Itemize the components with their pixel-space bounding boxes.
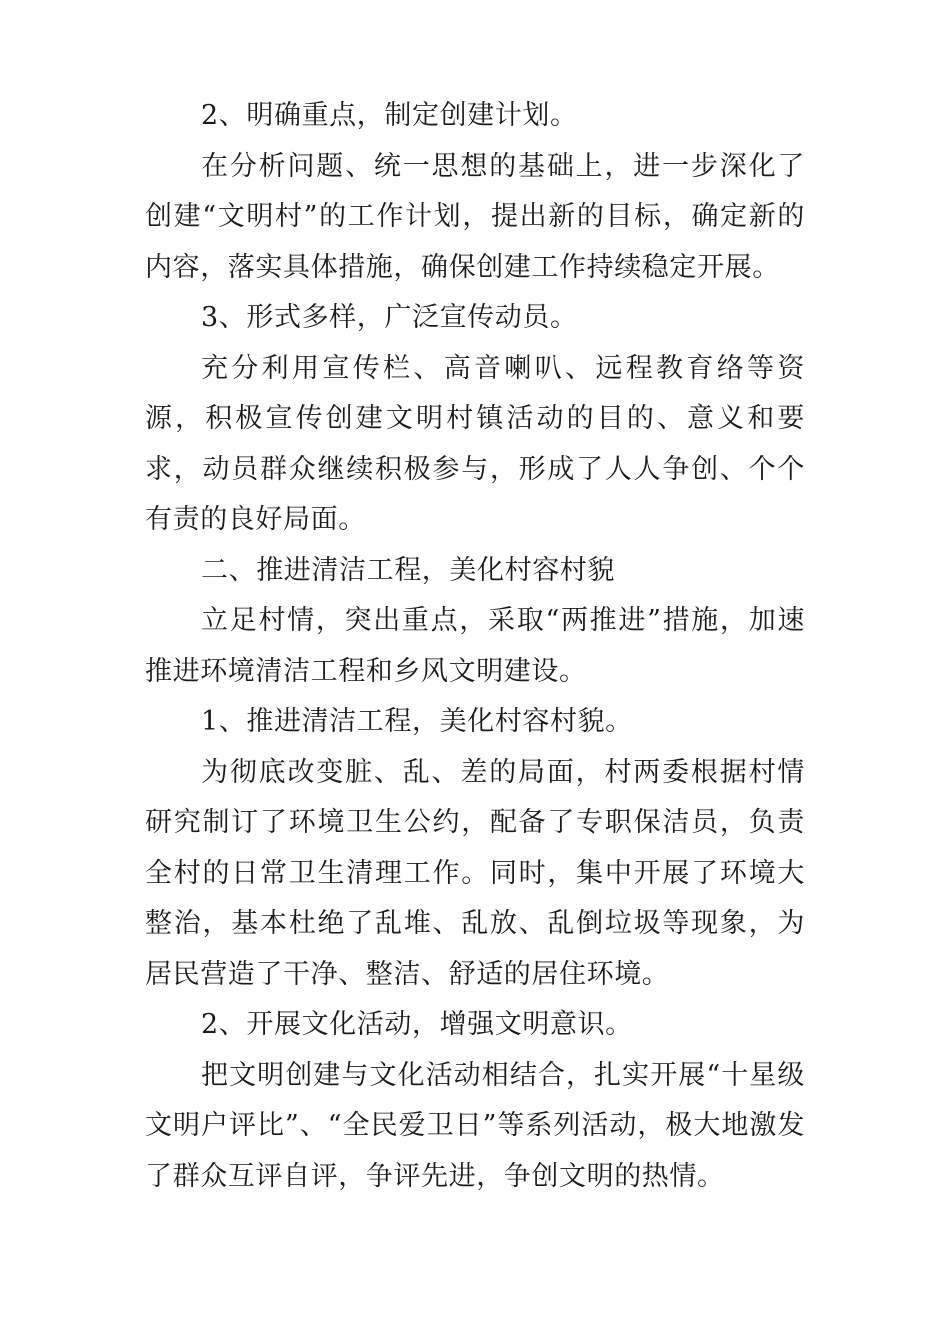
body-paragraph: 在分析问题、统一思想的基础上，进一步深化了创建“文明村”的工作计划，提出新的目标，确定新的内容，落实具体措施，确保创建工作持续稳定开展。 — [145, 150, 805, 283]
subheading-clean-project: 1、推进清洁工程，美化村容村貌。 — [201, 706, 633, 737]
subheading-publicity: 3、形式多样，广泛宣传动员。 — [201, 302, 578, 333]
body-paragraph: 立足村情，突出重点，采取“两推进”措施，加速推进环境清洁工程和乡风文明建设。 — [145, 605, 805, 687]
subheading-cultural-activities: 2、开展文化活动，增强文明意识。 — [201, 1009, 633, 1040]
body-paragraph: 为彻底改变脏、乱、差的局面，村两委根据村情研究制订了环境卫生公约，配备了专职保洁员，负责全村的日常卫生清理工作。同时，集中开展了环境大整治，基本杜绝了乱堆、乱放、乱倒垃圾等现象，为居民营造了干净、整洁、舒适的居住环境。 — [145, 756, 805, 990]
section-heading-clean-project: 二、推进清洁工程，美化村容村貌 — [201, 554, 615, 586]
subheading-clarify-focus: 2、明确重点，制定创建计划。 — [201, 100, 578, 131]
document-page — [145, 91, 805, 1202]
body-paragraph: 把文明创建与文化活动相结合，扎实开展“十星级文明户评比”、“全民爱卫日”等系列活动，极大地激发了群众互评自评，争评先进，争创文明的热情。 — [145, 1059, 805, 1192]
body-paragraph: 充分利用宣传栏、高音喇叭、远程教育络等资源，积极宣传创建文明村镇活动的目的、意义和要求，动员群众继续积极参与，形成了人人争创、个个有责的良好局面。 — [145, 352, 805, 535]
